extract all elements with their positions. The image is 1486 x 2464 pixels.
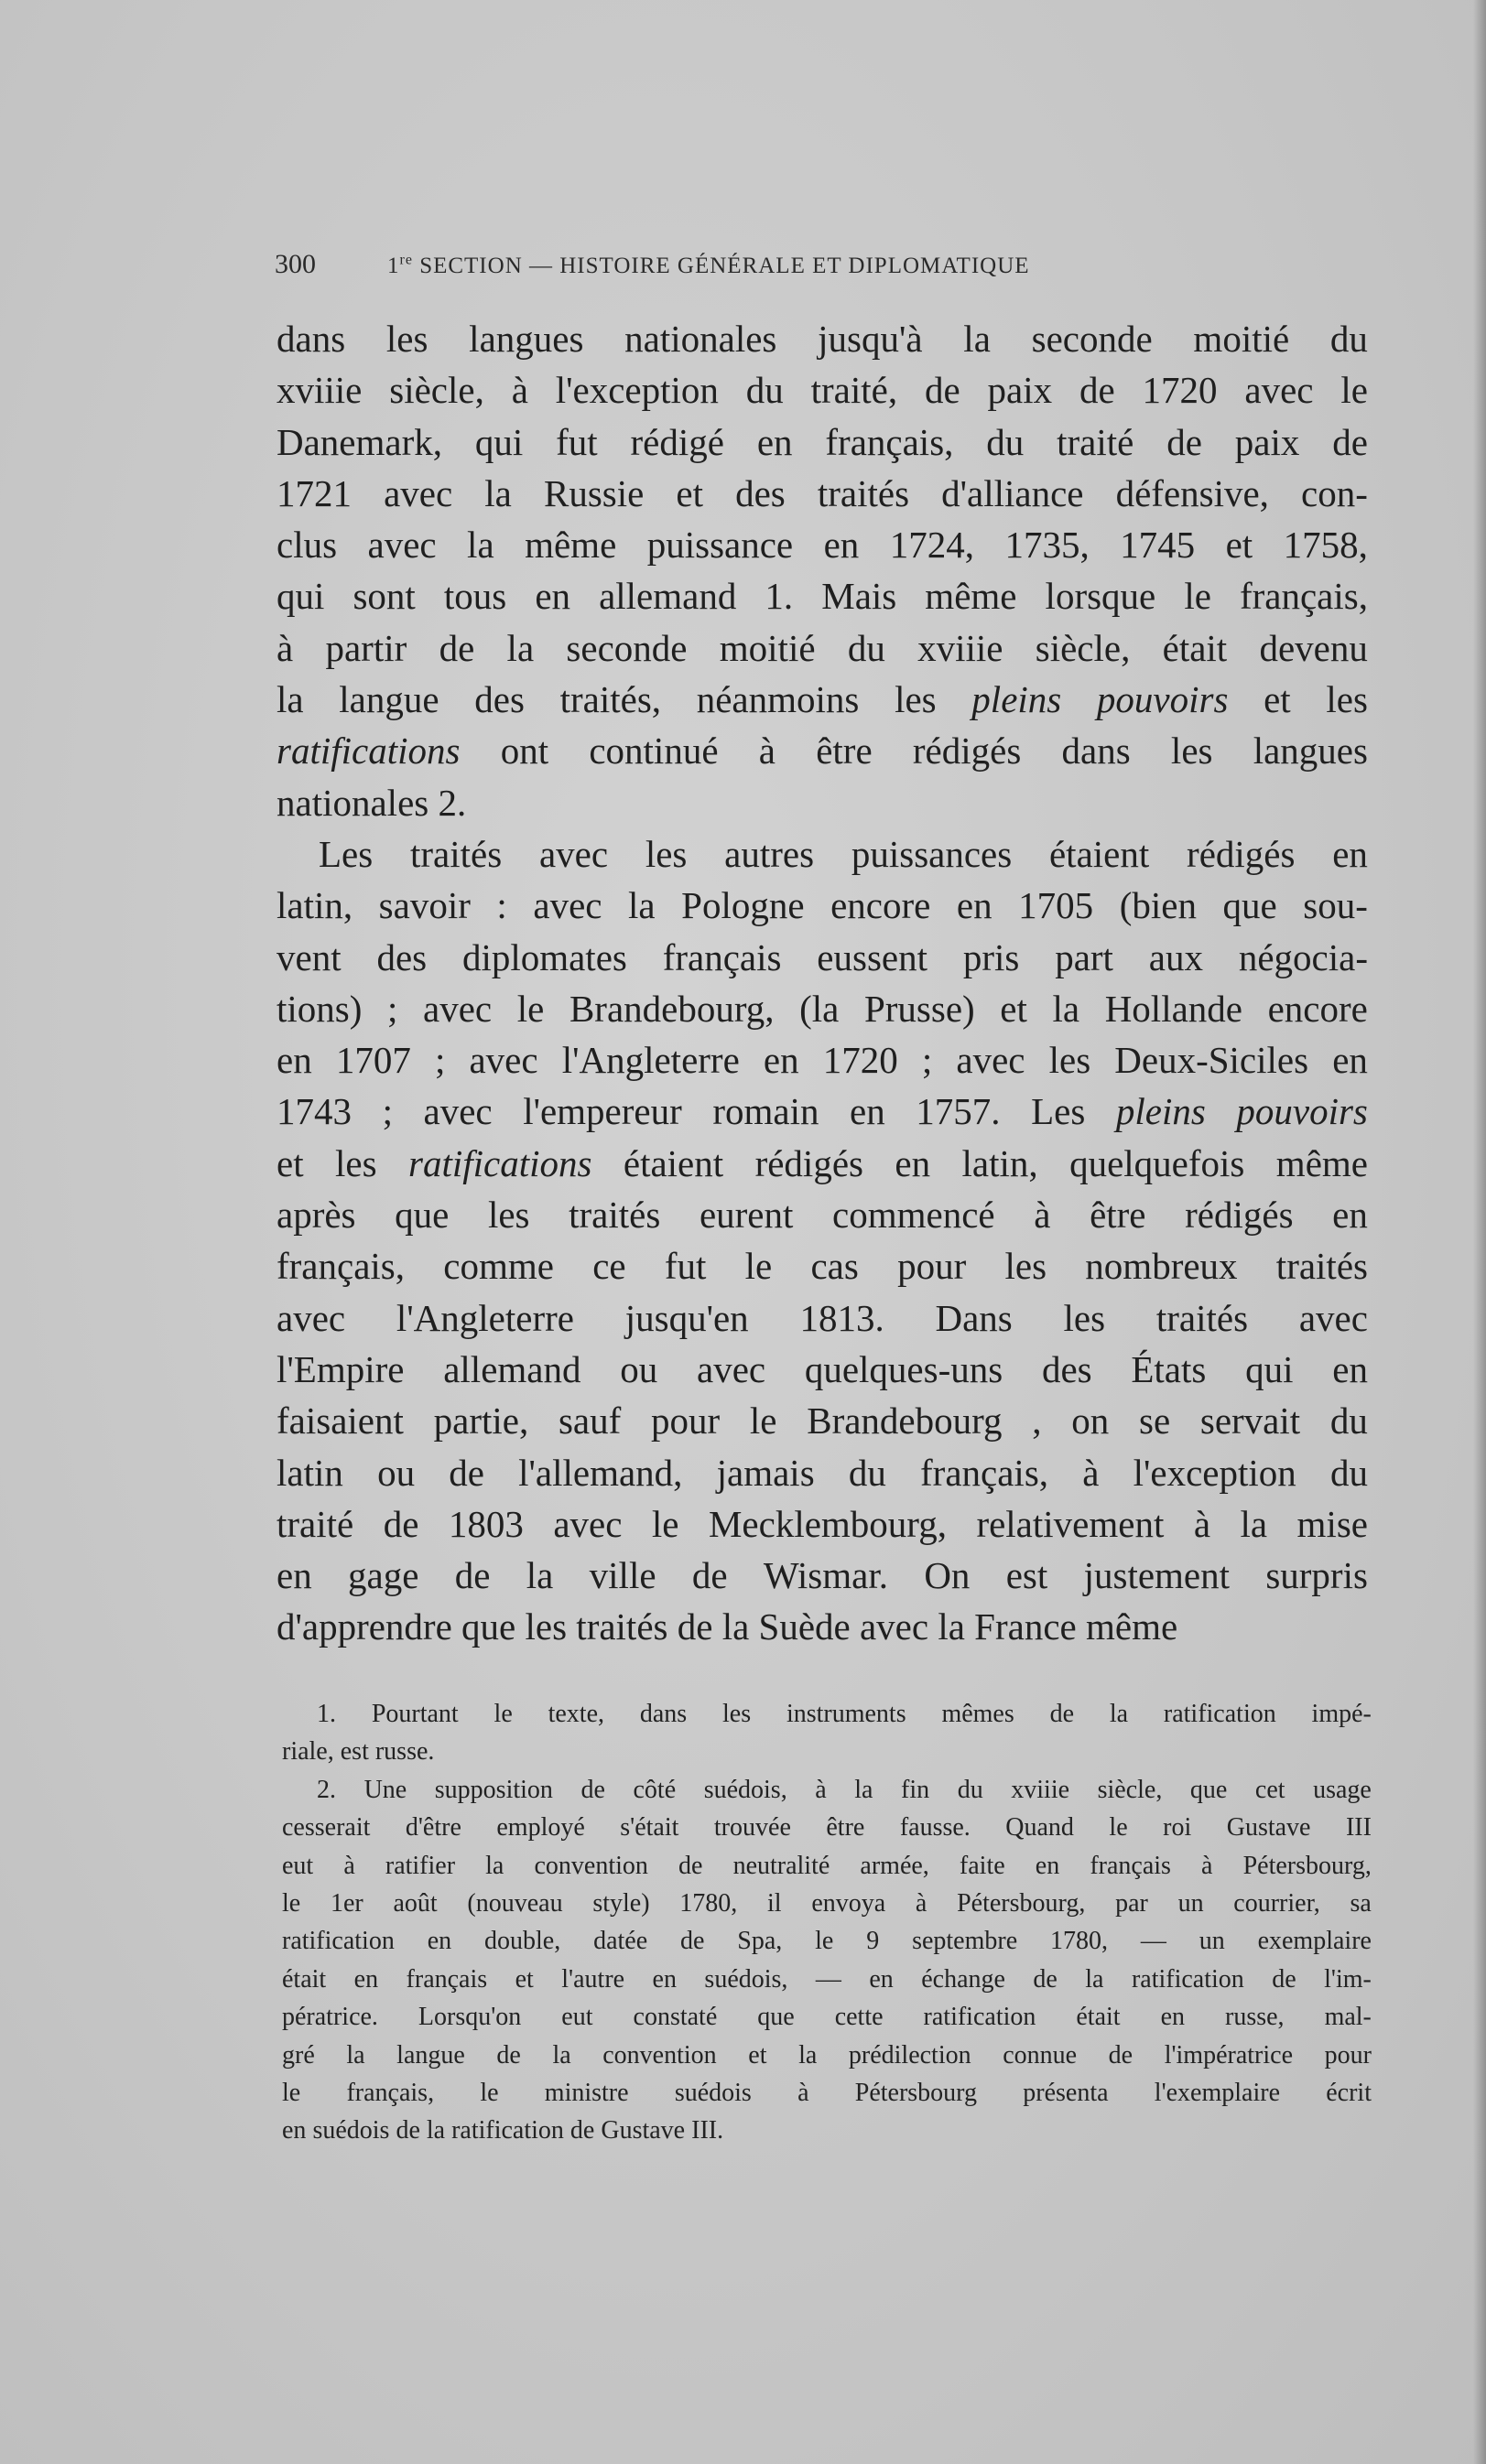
footnote-line: 1. Pourtant le texte, dans les instruments mêmes de la ratification impé-: [317, 1700, 1372, 1728]
text-line: la langue des traités, néanmoins les pleins pouvoirs et les: [277, 678, 1368, 721]
text-line: à partir de la seconde moitié du xviiie siècle, était devenu: [277, 626, 1368, 669]
text-line: clus avec la même puissance en 1724, 1735, 1745 et 1758,: [277, 524, 1368, 567]
text-line: d'apprendre que les traités de la Suède avec la France même: [277, 1605, 1178, 1648]
footnote-line: le français, le ministre suédois à Pétersbourg présenta l'exemplaire écrit: [282, 2078, 1372, 2107]
text-line: français, comme ce fut le cas pour les nombreux traités: [277, 1245, 1368, 1288]
text-line: tions) ; avec le Brandebourg, (la Prusse) et la Hollande encore: [277, 987, 1368, 1030]
text-line: ratifications ont continué à être rédigés dans les langues: [277, 729, 1368, 773]
text-line: faisaient partie, sauf pour le Brandebourg , on se servait du: [277, 1400, 1368, 1443]
text-line: Danemark, qui fut rédigé en français, du traité de paix de: [277, 420, 1368, 463]
text-line: 1743 ; avec l'empereur romain en 1757. Les pleins pouvoirs: [277, 1090, 1368, 1133]
running-header: [275, 249, 1209, 280]
text-line: traité de 1803 avec le Mecklembourg, relativement à la mise: [277, 1502, 1368, 1545]
text-line: xviiie siècle, à l'exception du traité, de paix de 1720 avec le: [277, 369, 1368, 412]
text-line: l'Empire allemand ou avec quelques-uns des États qui en: [277, 1347, 1368, 1390]
text-line: avec l'Angleterre jusqu'en 1813. Dans les traités avec: [277, 1296, 1368, 1339]
main-text: [277, 313, 1368, 1653]
footnote-line: en suédois de la ratification de Gustave III.: [282, 2116, 724, 2145]
text-line: Les traités avec les autres puissances étaient rédigés en: [319, 832, 1368, 875]
text-line: en gage de la ville de Wismar. On est justement surpris: [277, 1554, 1368, 1597]
section-prefix: 1: [387, 254, 400, 278]
text-line: en 1707 ; avec l'Angleterre en 1720 ; avec les Deux-Siciles en: [277, 1039, 1368, 1082]
text-line: latin, savoir : avec la Pologne encore en 1705 (bien que sou-: [277, 884, 1368, 927]
footnote-line: 2. Une supposition de côté suédois, à la fin du xviiie siècle, que cet usage: [317, 1775, 1372, 1804]
text-line: latin ou de l'allemand, jamais du français, à l'exception du: [277, 1451, 1368, 1494]
footnote-line: eut à ratifier la convention de neutralité armée, faite en français à Pétersbourg,: [282, 1851, 1372, 1880]
footnote-line: ratification en double, datée de Spa, le 9 septembre 1780, — un exemplaire: [282, 1927, 1372, 1956]
text-line: 1721 avec la Russie et des traités d'alliance défensive, con-: [277, 471, 1368, 514]
footnotes: [282, 1695, 1372, 2150]
footnote-line: cesserait d'être employé s'était trouvée être fausse. Quand le roi Gustave III: [282, 1813, 1372, 1843]
text-line: dans les langues nationales jusqu'à la seconde moitié du: [277, 318, 1368, 360]
text-line: après que les traités eurent commencé à être rédigés en: [277, 1194, 1368, 1237]
page-number: 300: [275, 249, 316, 279]
section-prefix-sup: re: [399, 252, 413, 268]
text-line: vent des diplomates français eussent pris part aux négocia-: [277, 935, 1368, 978]
footnote-line: riale, est russe.: [282, 1737, 435, 1767]
text-line: nationales 2.: [277, 781, 467, 824]
section-title: SECTION — HISTOIRE GÉNÉRALE ET DIPLOMATIQUE: [419, 254, 1030, 278]
footnote-line: le 1er août (nouveau style) 1780, il envoya à Pétersbourg, par un courrier, sa: [282, 1888, 1372, 1918]
footnote-line: gré la langue de la convention et la prédilection connue de l'impératrice pour: [282, 2040, 1372, 2070]
footnote-line: était en français et l'autre en suédois, — en échange de la ratification de l'im-: [282, 1964, 1372, 1994]
text-line: qui sont tous en allemand 1. Mais même lorsque le français,: [277, 575, 1368, 618]
page-edge-shadow: [1473, 0, 1486, 2464]
footnote-line: pératrice. Lorsqu'on eut constaté que cette ratification était en russe, mal-: [282, 2003, 1372, 2032]
text-line: et les ratifications étaient rédigés en latin, quelquefois même: [277, 1141, 1368, 1184]
